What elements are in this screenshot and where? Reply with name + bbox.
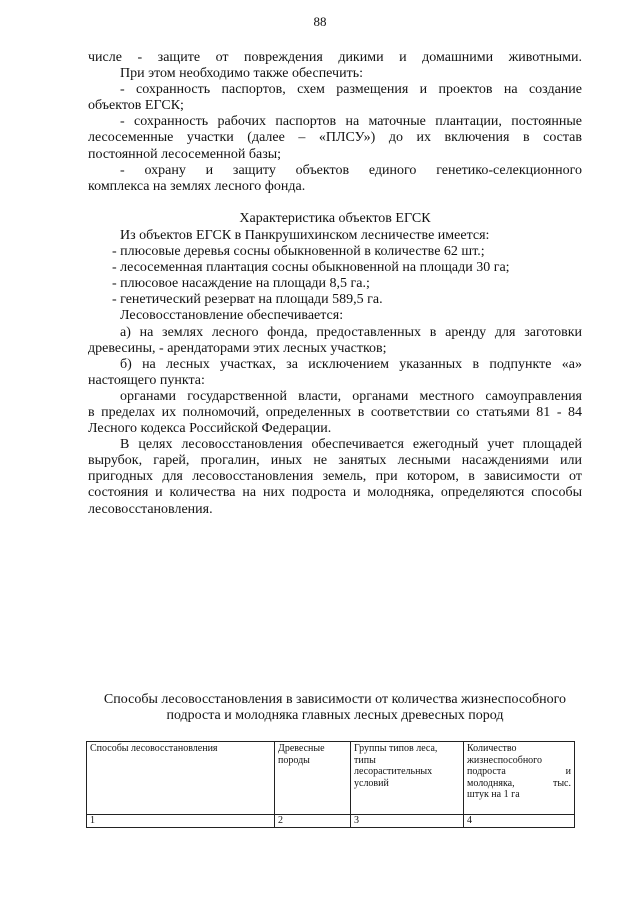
header-line: Группы типов леса, <box>354 743 438 754</box>
header-line: Древесные <box>278 743 325 754</box>
list-item: - генетический резерват на площади 589,5 га. <box>112 292 383 308</box>
paragraph-line: пригодных для лесовосстановления земель, при котором, в зависимости от <box>88 469 582 485</box>
paragraph-line: лесовосстановления. <box>88 501 213 517</box>
paragraph-line: вырубок, гарей, прогалин, иных не занятых лесными насаждениями или <box>88 453 582 469</box>
header-line: штук на 1 га <box>467 789 520 801</box>
paragraph-line: лесосеменные участки (далее – «ПЛСУ») до их включения в состав <box>88 130 582 146</box>
paragraph-line: состояния и количества на них подроста и молодняка, определяются способы <box>88 485 582 501</box>
paragraph-line: При этом необходимо также обеспечить: <box>120 66 363 82</box>
reforestation-methods-table <box>86 741 575 828</box>
header-line: Количество <box>467 743 517 754</box>
paragraph-line: постоянной лесосеменной базы; <box>88 146 282 162</box>
header-line: лесорастительных <box>354 766 433 778</box>
column-number: 1 <box>87 815 275 828</box>
column-header-quantity <box>464 742 575 815</box>
list-item: - плюсовые деревья сосны обыкновенной в количестве 62 шт.; <box>112 244 485 260</box>
table-heading-line: подроста и молодняка главных лесных древесных пород <box>166 708 504 723</box>
column-number: 2 <box>275 815 351 828</box>
paragraph-line: Лесного кодекса Российской Федерации. <box>88 421 332 437</box>
paragraph-line: в пределах их полномочий, определенных в соответствии со статьями 81 - 84 <box>88 404 582 420</box>
paragraph-line: объектов ЕГСК; <box>88 98 184 114</box>
column-header-forest-types <box>351 742 464 815</box>
paragraph-line: комплекса на землях лесного фонда. <box>88 178 306 194</box>
list-item: - лесосеменная плантация сосны обыкновенной на площади 30 га; <box>112 260 510 276</box>
header-line: подроста и <box>467 766 571 778</box>
table-heading <box>88 692 582 724</box>
table-header-row <box>87 742 575 815</box>
paragraph-line: древесины, - арендаторами этих лесных участков; <box>88 340 387 356</box>
column-number-row <box>87 815 575 828</box>
paragraph-line: Из объектов ЕГСК в Панкрушихинском лесничестве имеется: <box>120 227 490 243</box>
section-heading: Характеристика объектов ЕГСК <box>239 210 431 226</box>
column-header-methods <box>87 742 275 815</box>
paragraph-line: - охрану и защиту объектов единого генетико-селекционного <box>120 162 582 178</box>
page-number: 88 <box>313 14 327 29</box>
paragraph-line: а) на землях лесного фонда, предоставленных в аренду для заготовки <box>120 324 582 340</box>
header-line: Способы лесовосстановления <box>90 743 218 754</box>
paragraph-line: настоящего пункта: <box>88 372 205 388</box>
header-line: породы <box>278 754 310 766</box>
column-number: 4 <box>464 815 575 828</box>
header-line: условий <box>354 777 389 789</box>
paragraph-line: Лесовосстановление обеспечивается: <box>120 308 344 324</box>
paragraph-line: В целях лесовосстановления обеспечивается ежегодный учет площадей <box>120 437 582 453</box>
header-line: молодняка, тыс. <box>467 777 571 789</box>
table-heading-line: Способы лесовосстановления в зависимости от количества жизнеспособного <box>103 692 567 707</box>
column-header-species <box>275 742 351 815</box>
paragraph-line: - сохранность паспортов, схем размещения и проектов на создание <box>120 82 582 98</box>
header-line: типы <box>354 754 376 766</box>
paragraph-line: органами государственной власти, органами местного самоуправления <box>120 388 582 404</box>
document-body <box>88 50 582 518</box>
paragraph-line: - сохранность рабочих паспортов на маточные плантации, постоянные <box>120 114 582 130</box>
paragraph-line: б) на лесных участках, за исключением указанных в подпункте «а» <box>120 356 582 372</box>
list-item: - плюсовое насаждение на площади 8,5 га.; <box>112 276 370 292</box>
header-line: жизнеспособного <box>467 754 543 766</box>
paragraph-line: числе - защите от повреждения дикими и домашними животными. <box>88 50 582 65</box>
column-number: 3 <box>351 815 464 828</box>
